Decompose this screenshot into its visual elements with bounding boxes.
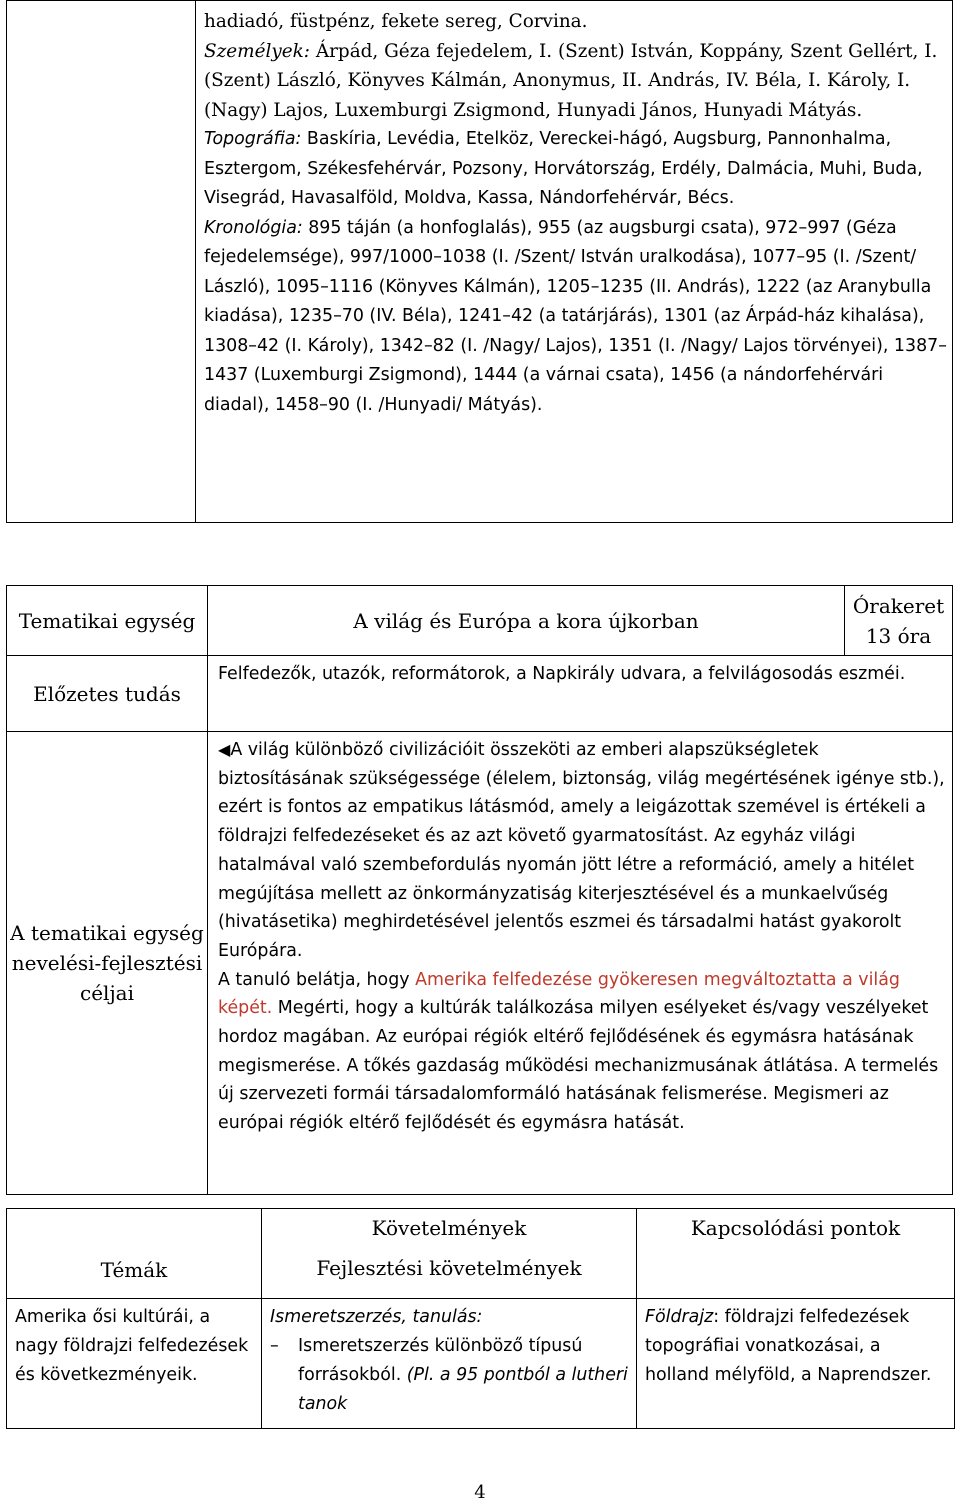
- connections-header: Kapcsolódási pontok: [690, 1216, 901, 1240]
- topic-cell: [7, 1299, 262, 1429]
- topografia-text: Baskíria, Levédia, Etelköz, Vereckei-hágó, Augsburg, Pannonhalma, Esztergom, Székesfehérvár, Pozsony, Horvátország, Erdély, Dalmácia, Muhi, Buda, Visegrád, Havasalföld, Moldva, Kassa, Nándorfehérvár, Bécs.: [204, 129, 923, 208]
- unit-table: [6, 585, 953, 1195]
- kronologia-text: 895 táján (a honfoglalás), 955 (az augsburgi csata), 972–997 (Géza fejedelemsége), 997/1000–1038 (I. /Szent/ István uralkodása), 1077–95 (I. /Szent/ László), 1095–1116 (Könyves Kálmán), 1205–1235 (II. András), 1222 (az Aranybulla kiadása), 1235–70 (IV. Béla), 1241–42 (a tatárjárás), 1301 (az Árpád-ház kihalása), 1308–42 (I. Károly), 1342–82 (I. /Nagy/ Lajos), 1351 (I. /Nagy/ Lajos törvényei), 1387–1437 (Luxemburgi Zsigmond), 1444 (a várnai csata), 1456 (a nándorfehérvári diadal), 1458–90 (I. /Hunyadi/ Mátyás).: [204, 217, 947, 415]
- requirements-header-cell: [262, 1209, 637, 1247]
- dev-list-item: [270, 1332, 630, 1419]
- szemelyek-text: Árpád, Géza fejedelem, I. (Szent) István, Koppány, Szent Gellért, I. (Szent) László, Könyves Kálmán, Anonymus, II. András, IV. Béla, I. Károly, I. (Nagy) Lajos, Luxemburgi Zsigmond, Hunyadi János, Hunyadi Mátyás.: [204, 40, 938, 121]
- dev-heading: Ismeretszerzés, tanulás:: [270, 1307, 483, 1327]
- topografia-paragraph: [204, 125, 952, 214]
- topics-header-cell: [7, 1209, 262, 1299]
- top-content-cell: [196, 1, 953, 523]
- goals-label: A tematikai egység nevelési-fejlesztési céljai: [10, 921, 204, 1005]
- dev-item-text: [298, 1332, 630, 1419]
- connections-label: Földrajz: [645, 1307, 714, 1327]
- dev-item-a: Ismeretszerzés különböző típusú forrásokból.: [298, 1336, 583, 1385]
- goals-paragraph-2: [218, 966, 946, 1138]
- goals-text-2b: Amerika felfedezése gyökeresen megváltoztatta a világ képét.: [218, 969, 900, 1019]
- dev-header: Fejlesztési követelmények: [316, 1255, 582, 1280]
- topografia-label: Topográfia:: [204, 129, 302, 149]
- goals-paragraph-1: [218, 736, 946, 966]
- kronologia-label: Kronológia:: [204, 217, 303, 238]
- dev-cell: [262, 1299, 637, 1429]
- szemelyek-paragraph: [204, 37, 952, 126]
- prior-label-cell: [7, 656, 208, 732]
- goals-text-2c: Megérti, hogy a kultúrák találkozása milyen esélyeket és/vagy veszélyeket hordoz magában. Az európai régiók eltérő fejlődésének és egymásra hatásának megismerése. A tőkés gazdaság működési mechanizmusának átlátása. A termelés új szervezeti formái társadalomformáló hatásának felismerése. Megismeri az európai régiók eltérő fejlődését és egymásra hatását.: [218, 998, 939, 1134]
- goals-label-cell: [7, 732, 208, 1195]
- connections-cell: [637, 1299, 955, 1429]
- dev-item-b: (Pl. a 95 pontból a lutheri tanok: [298, 1365, 628, 1414]
- requirements-header: Követelmények: [371, 1216, 527, 1240]
- prior-text-cell: [208, 656, 953, 732]
- top-table: [6, 0, 953, 523]
- requirements-table: [6, 1208, 955, 1429]
- goals-text-cell: [208, 732, 953, 1195]
- connections-header-cell: [637, 1209, 955, 1299]
- arrow-left-icon: ◀: [218, 740, 231, 759]
- goals-text-2a: A tanuló belátja, hogy: [218, 969, 416, 990]
- unit-label: Tematikai egység: [18, 608, 196, 633]
- goals-text-1: A világ különböző civilizációit összeköti az emberi alapszükségletek biztosításának szükségessége (élelem, biztonság, világ megértésének igénye stb.), ezért is fontos az empatikus látásmód, amely a leigázottak szemével is értékeli a földrajzi felfedezéseket és az azt követő gyarmatosítást. Az egyház világi hatalmával való szembefordulás nyomán jött létre a reformáció, amely a hitélet megújítása mellett az önkormányzatiság kiterjesztésével és a munkaelvűség (hivatásetika) meghirdetésével jelentős eszmei és társadalmi hatást gyakorolt Európára.: [218, 740, 945, 961]
- prior-text: Felfedezők, utazók, reformátorok, a Napkirály udvara, a felvilágosodás eszméi.: [218, 664, 906, 684]
- prior-label: Előzetes tudás: [33, 681, 181, 706]
- hours-cell: [845, 586, 953, 656]
- connections-text: [645, 1303, 948, 1390]
- topics-header: Témák: [100, 1258, 168, 1282]
- topic-text: Amerika ősi kultúrái, a nagy földrajzi felfedezések és következményeik.: [15, 1307, 249, 1385]
- kronologia-paragraph: [204, 214, 952, 421]
- dash-icon: –: [270, 1336, 279, 1356]
- unit-title-cell: [208, 586, 845, 656]
- line-terms: hadiadó, füstpénz, fekete sereg, Corvina.: [204, 11, 588, 32]
- unit-title: A világ és Európa a kora újkorban: [353, 608, 699, 633]
- unit-label-cell: [7, 586, 208, 656]
- top-empty-cell: [7, 1, 196, 523]
- hours-label: Órakeret 13 óra: [852, 593, 945, 648]
- dev-header-cell: [262, 1247, 637, 1299]
- page-number: 4: [474, 1482, 486, 1503]
- connections-body: : földrajzi felfedezések topográfiai vonatkozásai, a holland mélyföld, a Naprendszer.: [645, 1307, 932, 1385]
- szemelyek-label: Személyek:: [204, 40, 310, 62]
